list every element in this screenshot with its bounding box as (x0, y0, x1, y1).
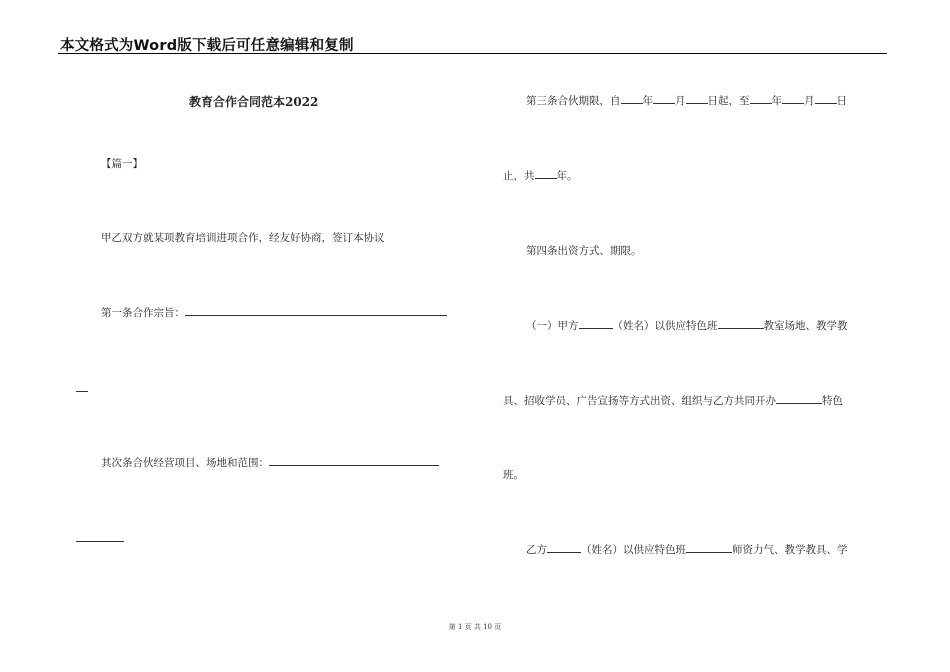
article-1-line (101, 305, 447, 320)
article-1-label: 第一条合作宗旨： (101, 307, 185, 319)
clause-2-line: 乙方 （姓名）以供应特色班 师资力气、教学教具、学 (526, 544, 848, 556)
clause-1-continuation: 具、招收学员、广告宣扬等方式出资、组织与乙方共同开办 特色 (503, 395, 843, 407)
article-2-continuation-blank (76, 531, 124, 545)
header-rule (58, 53, 887, 54)
article-3-line: 第三条合伙期限，自 年 月 日起，至 年 月 日 (526, 95, 847, 107)
intro-paragraph: 甲乙双方就某项教育培训进项合作，经友好协商，签订本协议 (101, 232, 385, 244)
section-label: 【篇一】 (101, 158, 143, 170)
clause-1-end: 班。 (503, 469, 524, 481)
article-2-label: 其次条合伙经营项目、场地和范围： (101, 457, 269, 469)
article-2-blank (269, 455, 439, 466)
article-2-line (101, 455, 439, 470)
clause-1-line: （一）甲方 （姓名）以供应特色班 教室场地、教学教 (526, 320, 848, 332)
article-4-heading: 第四条出资方式、期限。 (526, 245, 642, 257)
document-header: 本文格式为Word版下载后可任意编辑和复制 (60, 38, 354, 54)
article-1-continuation-blank (76, 381, 88, 395)
page-footer: 第 1 页 共 10 页 (448, 623, 502, 631)
document-title: 教育合作合同范本2022 (189, 95, 319, 109)
article-1-blank (185, 305, 447, 316)
article-3-continuation: 止，共 年。 (503, 170, 578, 182)
